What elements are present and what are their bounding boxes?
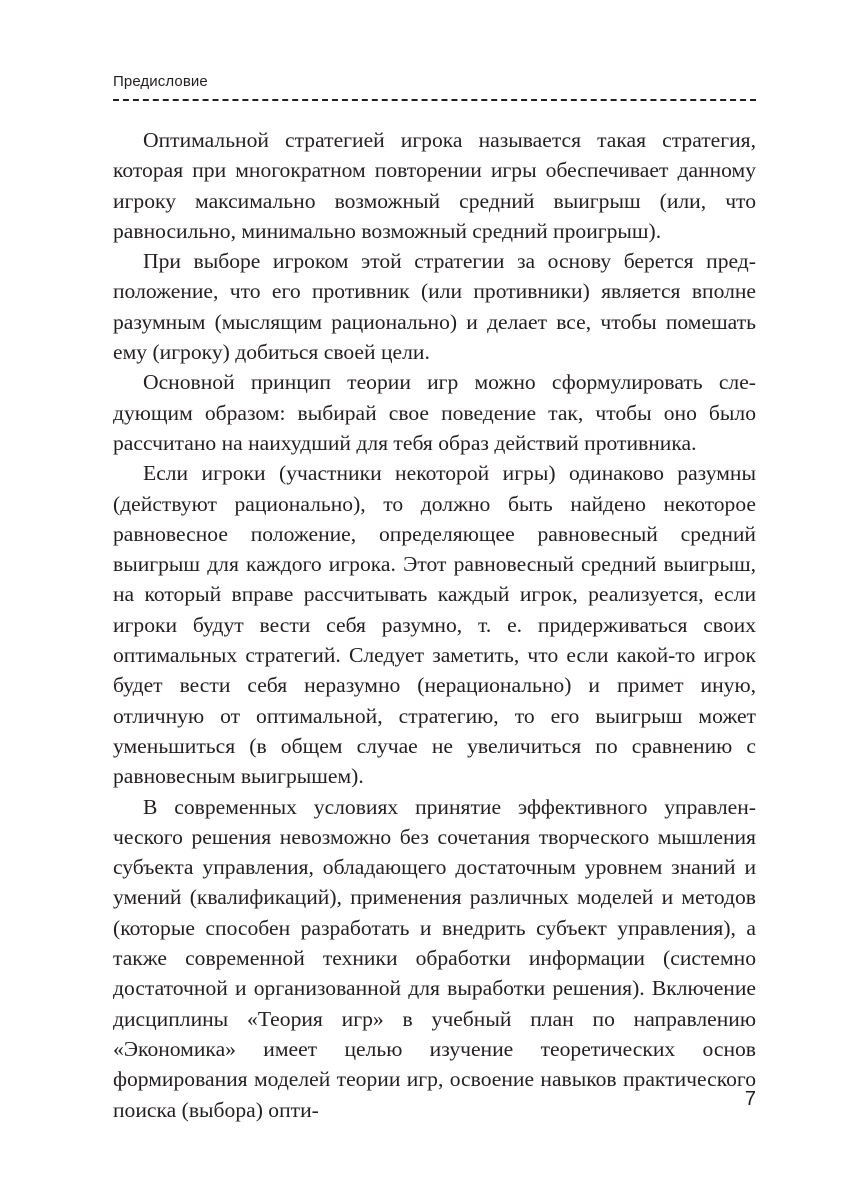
main-text <box>113 125 756 1125</box>
paragraph-1: Оптимальной стратегией игрока называется такая стратегия, которая при многократном повторении игры обеспечивает данному игроку максимально возможный средний выигрыш (или, что равносильно, минимально возможный средний проигрыш). <box>113 128 756 243</box>
paragraph-4: Если игроки (участники некоторой игры) одинаково разумны (действуют рационально), то должно быть найдено некоторое равновесное положение, определяющее равновесный средний выигрыш для каждого игрока. Этот равновесный средний выигрыш, на который вправе рассчитывать каждый игрок, реализуется, если игроки будут вести себя разумно, т. е. придерживаться своих оптимальных стратегий. Следует заметить, что если какой-то игрок будет вести себя неразумно (нерационально) и примет иную, отличную от оптимальной, стратегию, то его выигрыш может уменьшиться (в общем случае не увеличиться по сравнению с равновесным выигрышем). <box>113 461 756 789</box>
paragraph-3: Основной принцип теории игр можно сформулировать следующим образом: выбирай свое поведение так, чтобы оно было рассчитано на наихудший для тебя образ действий противника. <box>113 370 756 455</box>
header-divider <box>113 99 756 101</box>
page-number: 7 <box>744 1088 756 1110</box>
running-header: Предисловие <box>113 73 208 90</box>
paragraph-2: При выборе игроком этой стратегии за основу берется предположение, что его противник (или противники) является вполне разумным (мыслящим рационально) и делает все, чтобы помешать ему (игроку) добиться своей цели. <box>113 249 756 365</box>
paragraph-5: В современных условиях принятие эффективного управленческого решения невозможно без сочетания творческого мышления субъекта управления, обладающего достаточным уровнем знаний и умений (квалификаций), применения различных моделей и методов (которые способен разработать и внедрить субъект управления), а также современной техники обработки информации (системно достаточной и организованной для выработки решения). Включение дисциплины «Теория игр» в учебный план по направлению «Экономика» имеет целью изучение теоретических основ формирования моделей теории игр, освоение навыков практического поиска (выбора) опти- <box>113 794 756 1122</box>
